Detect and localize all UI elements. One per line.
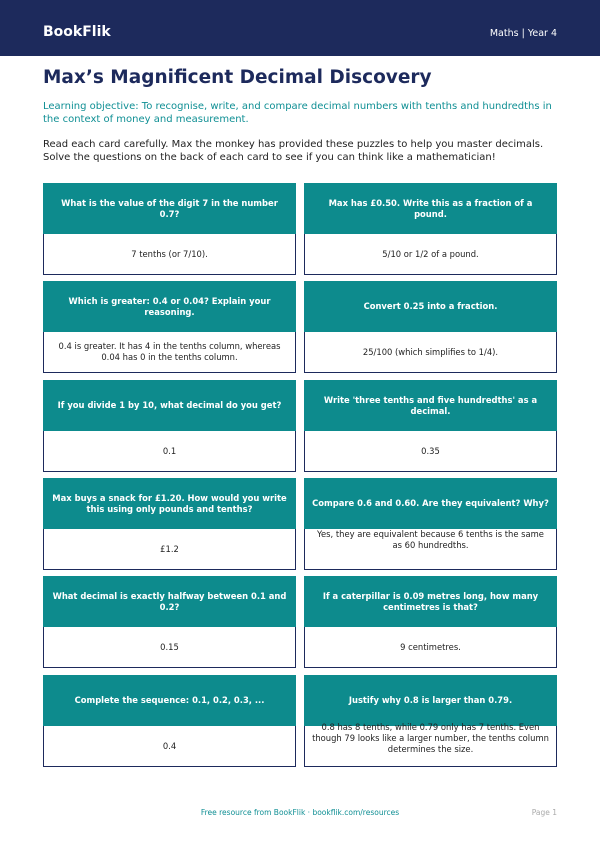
- card-answer-text: 9 centimetres.: [400, 641, 461, 652]
- question-card: [43, 675, 296, 767]
- card-question-text: Complete the sequence: 0.1, 0.2, 0.3, ...: [74, 695, 265, 705]
- card-answer-text: 25/100 (which simplifies to 1/4).: [362, 346, 499, 357]
- question-card: [304, 380, 557, 472]
- question-card: [304, 281, 557, 373]
- card-answer: [43, 332, 296, 373]
- card-answer: [304, 234, 557, 275]
- card-question: [43, 281, 296, 332]
- card-answer-text: 0.8 has 8 tenths, while 0.79 only has 7 tenths. Even though 79 looks like a larger number, the tenths column determines the size.: [312, 722, 549, 754]
- card-question: [43, 380, 296, 431]
- card-answer-text: 0.1: [162, 445, 177, 456]
- question-card: [43, 478, 296, 570]
- card-answer: [304, 529, 557, 570]
- card-question-text: Compare 0.6 and 0.60. Are they equivalent? Why?: [312, 498, 549, 508]
- card-question: [304, 675, 557, 726]
- card-question: [304, 281, 557, 332]
- card-question-text: Max has £0.50. Write this as a fraction of a pound.: [328, 197, 533, 219]
- card-question: [304, 183, 557, 234]
- card-answer: [43, 234, 296, 275]
- card-answer: [43, 431, 296, 472]
- card-question: [304, 478, 557, 529]
- card-answer-text: 0.15: [160, 641, 179, 652]
- card-answer: [304, 722, 557, 767]
- card-question-text: What is the value of the digit 7 in the number 0.7?: [61, 197, 278, 219]
- card-question-text: What decimal is exactly halfway between 0.1 and 0.2?: [52, 590, 287, 612]
- card-answer: [304, 332, 557, 373]
- card-answer: [43, 726, 296, 767]
- card-question-text: Which is greater: 0.4 or 0.04? Explain your reasoning.: [68, 295, 271, 317]
- page-title: Max’s Magnificent Decimal Discovery: [43, 67, 432, 88]
- question-card: [304, 478, 557, 570]
- card-answer-text: 0.4: [162, 740, 177, 751]
- card-question: [304, 380, 557, 431]
- card-question: [43, 478, 296, 529]
- question-card: [43, 380, 296, 472]
- card-answer-text: 5/10 or 1/2 of a pound.: [382, 248, 479, 259]
- card-question: [304, 576, 557, 627]
- card-question-text: Max buys a snack for £1.20. How would you write this using only pounds and tenths?: [52, 492, 287, 514]
- card-question: [43, 675, 296, 726]
- card-question-text: Write 'three tenths and five hundredths' as a decimal.: [323, 394, 538, 416]
- question-card: [43, 281, 296, 373]
- card-question-text: Justify why 0.8 is larger than 0.79.: [348, 695, 513, 705]
- footer-link[interactable]: Free resource from BookFlik · bookflik.com/resources: [200, 808, 400, 817]
- question-card: [304, 675, 557, 767]
- question-card: [304, 183, 557, 275]
- intro-text: Read each card carefully. Max the monkey has provided these puzzles to help you master decimals. Solve the questions on the back of each card to see if you can think like a mathematician!: [43, 139, 544, 163]
- card-question-text: If you divide 1 by 10, what decimal do you get?: [57, 400, 282, 410]
- learning-objective: Learning objective: To recognise, write, and compare decimal numbers with tenths and hundredths in the context of money and measurement.: [43, 101, 552, 125]
- card-answer-text: 0.35: [421, 445, 440, 456]
- card-answer: [304, 627, 557, 668]
- card-answer-text: 0.4 is greater. It has 4 in the tenths column, whereas 0.04 has 0 in the tenths column.: [58, 341, 281, 362]
- card-question: [43, 183, 296, 234]
- card-answer: [43, 627, 296, 668]
- card-question: [43, 576, 296, 627]
- card-answer: [43, 529, 296, 570]
- question-card: [304, 576, 557, 668]
- card-answer-text: Yes, they are equivalent because 6 tenths is the same as 60 hundredths.: [317, 529, 544, 550]
- page-number: Page 1: [531, 808, 557, 817]
- card-answer-text: 7 tenths (or 7/10).: [131, 248, 208, 259]
- brand-logo[interactable]: BookFlik: [43, 24, 111, 40]
- card-question-text: If a caterpillar is 0.09 metres long, how many centimetres is that?: [322, 590, 539, 612]
- question-card: [43, 183, 296, 275]
- card-answer-text: £1.2: [160, 543, 179, 554]
- question-card: [43, 576, 296, 668]
- card-question-text: Convert 0.25 into a fraction.: [363, 301, 498, 311]
- card-answer: [304, 431, 557, 472]
- header-bar: [0, 0, 600, 56]
- breadcrumb: Maths | Year 4: [489, 28, 557, 39]
